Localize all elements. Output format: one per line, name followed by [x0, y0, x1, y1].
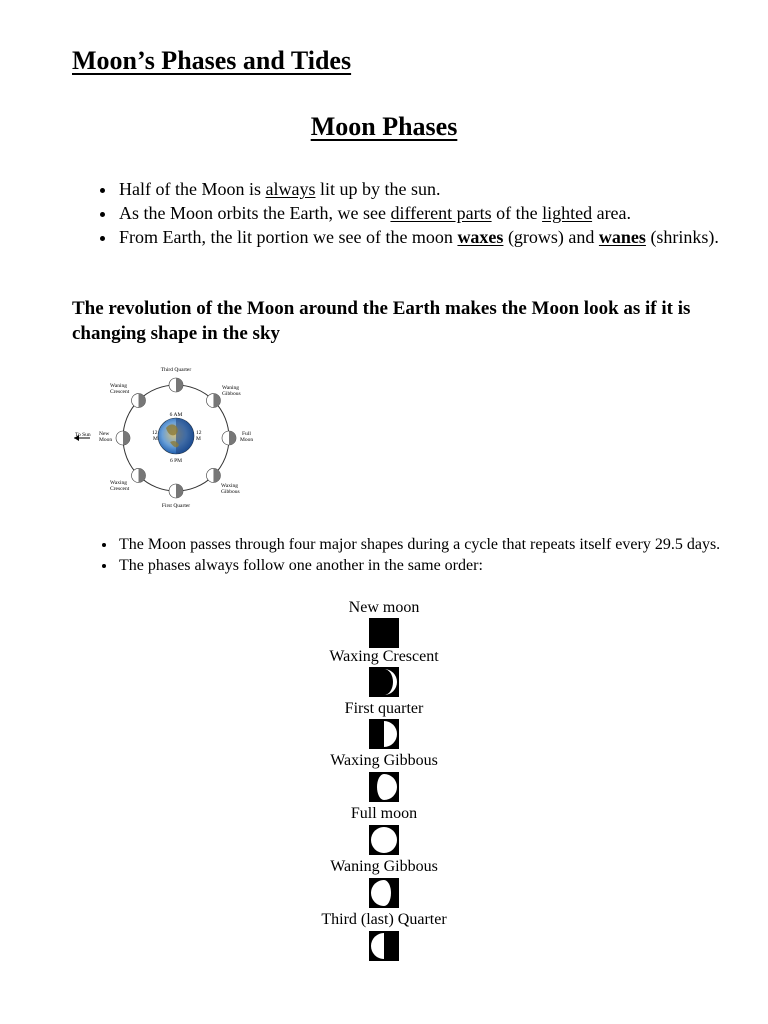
moon-orbit-diagram: [70, 364, 270, 514]
section-title: Moon Phases: [310, 112, 458, 141]
orbit-moon-third-quarter-icon: [169, 378, 183, 392]
orbit-moon-full-icon: [222, 431, 236, 445]
label-waning-crescent: Waning: [110, 383, 127, 389]
orbit-moon-waxing-crescent-icon: [132, 468, 146, 482]
label-new-moon: New: [99, 431, 110, 437]
label-6pm: 6 PM: [169, 458, 183, 464]
bullet-item: • The phases always follow one another in the same order:: [117, 555, 737, 576]
phase-label: Third (last) Quarter: [321, 911, 447, 928]
bullet-item: [117, 201, 757, 225]
phase-label: Waning Gibbous: [330, 858, 438, 875]
new-moon-icon: [369, 618, 399, 648]
underlined-word: lighted: [542, 203, 593, 223]
label-m-left: M: [153, 436, 158, 442]
label-full-moon: Full: [242, 431, 251, 437]
bullet-text: (shrinks).: [645, 227, 719, 247]
page-title: Moon’s Phases and Tides: [72, 46, 352, 75]
full-moon-icon: [369, 825, 399, 855]
label-6am: 6 AM: [169, 412, 183, 418]
bold-underlined-word: wanes: [598, 227, 646, 247]
waxing-gibbous-icon: [369, 772, 399, 802]
label-waxing-gibbous: Waxing: [221, 483, 238, 489]
revolution-statement: The revolution of the Moon around the Earth makes the Moon look as if it is changing shape in the sky: [72, 298, 691, 344]
intro-bullet-list: [72, 177, 757, 249]
bullet-text: Half of the Moon is: [119, 179, 266, 199]
orbit-moon-waning-gibbous-icon: [206, 394, 220, 408]
third-quarter-icon: [369, 931, 399, 961]
waning-gibbous-icon: [369, 878, 399, 908]
label-waxing-crescent: Crescent: [110, 486, 130, 492]
phase-label: Full moon: [350, 805, 418, 822]
label-12-right: 12: [196, 430, 202, 436]
earth-icon: [158, 418, 194, 454]
label-third-quarter: Third Quarter: [160, 367, 192, 373]
bullet-text: area.: [592, 203, 632, 223]
label-waning-crescent: Crescent: [110, 389, 130, 395]
phase-label: First quarter: [344, 700, 424, 717]
underlined-word: always: [265, 179, 316, 199]
phase-label: New moon: [348, 599, 420, 616]
bullet-text: From Earth, the lit portion we see of the moon: [119, 227, 458, 247]
label-waxing-gibbous: Gibbous: [221, 489, 240, 495]
bullet-item: [117, 177, 757, 201]
label-m-right: M: [196, 436, 201, 442]
bullet-text: of the: [491, 203, 543, 223]
label-first-quarter: First Quarter: [161, 503, 191, 509]
orbit-moon-waxing-gibbous-icon: [206, 468, 220, 482]
label-full-moon: Moon: [240, 437, 254, 443]
bullet-text: lit up by the sun.: [315, 179, 441, 199]
label-waning-gibbous: Waning: [222, 385, 239, 391]
phase-label: Waxing Gibbous: [330, 752, 438, 769]
cycle-bullet-list: [72, 534, 737, 576]
orbit-moon-waning-crescent-icon: [132, 394, 146, 408]
phase-label: Waxing Crescent: [329, 648, 439, 665]
bold-underlined-word: waxes: [457, 227, 504, 247]
label-to-sun: To Sun: [75, 432, 91, 438]
label-12-left: 12: [152, 430, 158, 436]
bullet-text: (grows) and: [503, 227, 599, 247]
bullet-item: • The Moon passes through four major shapes during a cycle that repeats itself every 29.5 days.: [117, 534, 737, 555]
bullet-text: As the Moon orbits the Earth, we see: [119, 203, 391, 223]
orbit-moon-first-quarter-icon: [169, 484, 183, 498]
waxing-crescent-icon: [369, 667, 399, 697]
label-waning-gibbous: Gibbous: [222, 391, 241, 397]
label-waxing-crescent: Waxing: [110, 480, 127, 486]
orbit-diagram-svg: [70, 364, 270, 514]
bullet-item: [117, 225, 757, 249]
underlined-word: different parts: [390, 203, 492, 223]
first-quarter-icon: [369, 719, 399, 749]
orbit-moon-new-icon: [116, 431, 130, 445]
label-new-moon: Moon: [99, 437, 113, 443]
